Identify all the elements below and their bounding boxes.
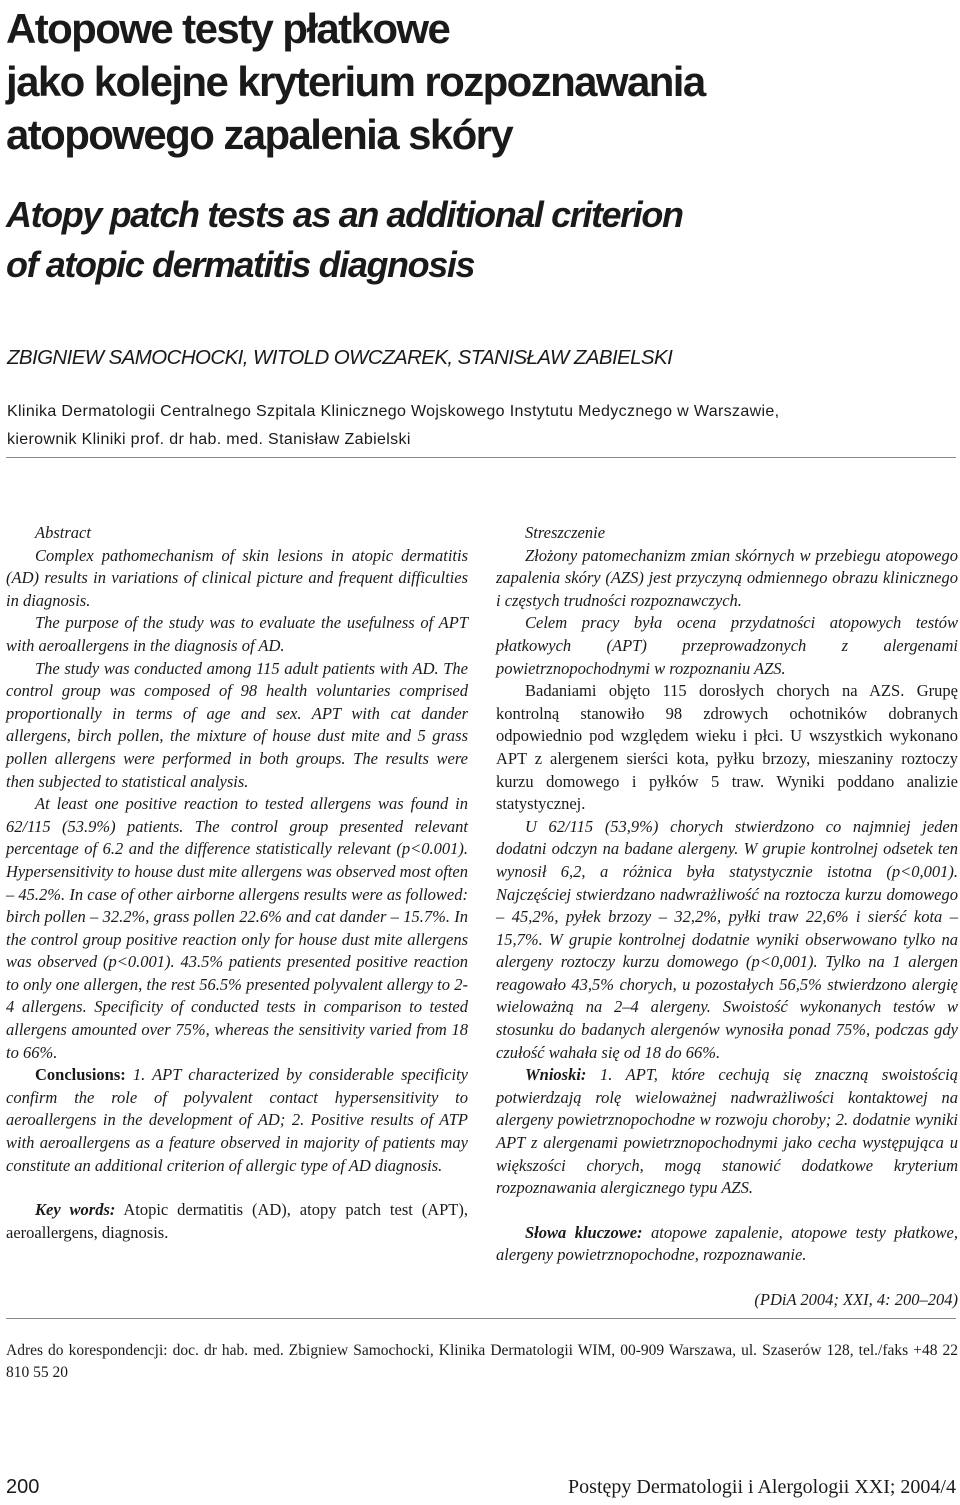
title-pl-line: jako kolejne kryterium rozpoznawania [6, 58, 705, 105]
conclusions-text: 1. APT characterized by considerable specificity confirm the role of polyvalent contact hypersensitivity to aeroallergens in the development of AD; 2. Positive results of ATP with aeroallergens as a feature observed in majority of patients may constitute an additional criterion of allergic type of AD diagnosis. [6, 1065, 468, 1175]
abstract-polish [496, 522, 958, 1312]
streszczenie-paragraph: Badaniami objęto 115 dorosłych chorych na AZS. Grupę kontrolną stanowiło 98 zdrowych ochotników dobranych odpowiednio pod względem wieku i płci. U wszystkich wykonano APT z alergenem sierści kota, pyłku brzozy, mieszaniny roztoczy kurzu domowego i pyłków 5 traw. Wyniki poddano analizie statystycznej. [496, 681, 958, 814]
title-pl-line: Atopowe testy płatkowe [6, 5, 450, 52]
abstract-english [6, 522, 468, 1244]
slowa-kluczowe-label: Słowa kluczowe: [525, 1222, 643, 1242]
abstract-heading: Abstract [35, 523, 91, 542]
streszczenie-conclusions [496, 1064, 958, 1200]
abstract-paragraph: The purpose of the study was to evaluate the usefulness of APT with aeroallergens in the diagnosis of AD. [6, 613, 468, 655]
affiliation-line: kierownik Kliniki prof. dr hab. med. Stanisław Zabielski [7, 431, 411, 448]
wnioski-label: Wnioski: [525, 1065, 587, 1085]
correspondence-address: Adres do korespondencji: doc. dr hab. med. Zbigniew Samochocki, Klinika Dermatologii WIM, 00-909 Warszawa, ul. Szaserów 128, tel./faks +48 22 810 55 20 [6, 1342, 958, 1381]
journal-name: Postępy Dermatologii i Alergologii XXI; 2004/4 [568, 1476, 956, 1498]
affiliation-line: Klinika Dermatologii Centralnego Szpitala Klinicznego Wojskowego Instytutu Medycznego w Warszawie, [7, 403, 780, 420]
affiliation [7, 398, 957, 454]
title-en-line: of atopic dermatitis diagnosis [6, 244, 475, 285]
abstract-paragraph: Complex pathomechanism of skin lesions in atopic dermatitis (AD) results in variations of clinical picture and frequent difficulties in diagnosis. [6, 545, 468, 610]
wnioski-text: 1. APT, które cechują się znaczną swoistością potwierdzają rolę wieloważnej nadwrażliwości kontaktowej na alergeny powietrznopochodne w rozwoju choroby; 2. dodatnie wyniki APT z alergenami powietrznopochodnymi jako cecha występująca u większości chorych, mogą stanowić dodatkowe kryterium rozpoznawania alergicznego typu AZS. [496, 1065, 958, 1198]
header-divider [6, 457, 956, 458]
footer-divider [6, 1318, 956, 1319]
citation: (PDiA 2004; XXI, 4: 200–204) [754, 1290, 958, 1309]
title-polish [6, 2, 951, 161]
title-pl-line: atopowego zapalenia skóry [6, 111, 513, 158]
title-english [6, 190, 951, 290]
streszczenie-paragraph: Celem pracy była ocena przydatności atopowych testów płatkowych (APT) przeprowadzonych z alergenami powietrznopochodnymi w rozpoznaniu AZS. [496, 613, 958, 678]
abstract-paragraph: The study was conducted among 115 adult patients with AD. The control group was composed of 98 health voluntaries comprised proportionally in terms of age and sex. APT with cat dander allergens, birch pollen, the mixture of house dust mite and 5 grass pollen allergens were performed in both groups. The results were then subjected to statistical analysis. [6, 658, 468, 791]
keywords-text: Atopic dermatitis (AD), atopy patch test (APT), aeroallergens, diagnosis. [6, 1200, 469, 1242]
abstract-paragraph: At least one positive reaction to tested allergens was found in 62/115 (53.9%) patients. The control group presented relevant percentage of 6.2 and the difference statistically relevant (p<0.001). Hypersensitivity to house dust mite allergens was observed most often – 45.2%. In case of other airborne allergens results were as followed: birch pollen – 32.2%, grass pollen 22.6% and cat dander – 15.7%. In the control group positive reaction only for house dust mite allergens was observed (p<0.001). 43.5% patients presented positive reaction to only one allergen, the rest 56.5% presented polyvalent allergy to 2-4 allergens. Specificity of conducted tests in comparison to tested allergens amounted over 75%, whereas the sensitivity varied from 18 to 66%. [6, 794, 468, 1062]
streszczenie-paragraph: U 62/115 (53,9%) chorych stwierdzono co najmniej jeden dodatni odczyn na badane alergeny. W grupie kontrolnej odsetek ten wynosił 6,2, a różnica była statystycznie istotna (p<0,001). Najczęściej stwierdzano nadwrażliwość na roztocza kurzu domowego – 45,2%, pyłek brzozy – 32,2%, pyłki traw 22,6% i sierść kota – 15,7%. W grupie kontrolnej dodatnie wyniki obserwowano tylko na alergeny roztoczy kurzu domowego (p<0,001). Tylko na 1 alergen reagowało 43,5% chorych, u pozostałych 56,5% stwierdzono alergię wieloważną na 2–4 alergeny. Swoistość wykonanych testów w stosunku do badanych alergenów wynosiła ponad 75%, podczas gdy czułość wahała się od 18 do 66%. [496, 816, 958, 1062]
authors: ZBIGNIEW SAMOCHOCKI, WITOLD OWCZAREK, STANISŁAW ZABIELSKI [7, 346, 673, 369]
conclusions-label: Conclusions: [35, 1065, 126, 1085]
page-number: 200 [6, 1476, 40, 1498]
slowa-kluczowe-text: atopowe zapalenie, atopowe testy płatkowe, alergeny powietrznopochodne, rozpoznawanie. [496, 1222, 958, 1265]
streszczenie-paragraph: Złożony patomechanizm zmian skórnych w przebiegu atopowego zapalenia skóry (AZS) jest przyczyną odmiennego obrazu klinicznego i częstych trudności rozpoznawczych. [496, 545, 958, 610]
keywords-label: Key words: [35, 1200, 116, 1220]
abstract-keywords [6, 1199, 468, 1244]
abstract-conclusions [6, 1064, 468, 1177]
streszczenie-heading: Streszczenie [525, 523, 606, 542]
title-en-line: Atopy patch tests as an additional criterion [6, 194, 683, 235]
streszczenie-keywords [496, 1222, 958, 1267]
